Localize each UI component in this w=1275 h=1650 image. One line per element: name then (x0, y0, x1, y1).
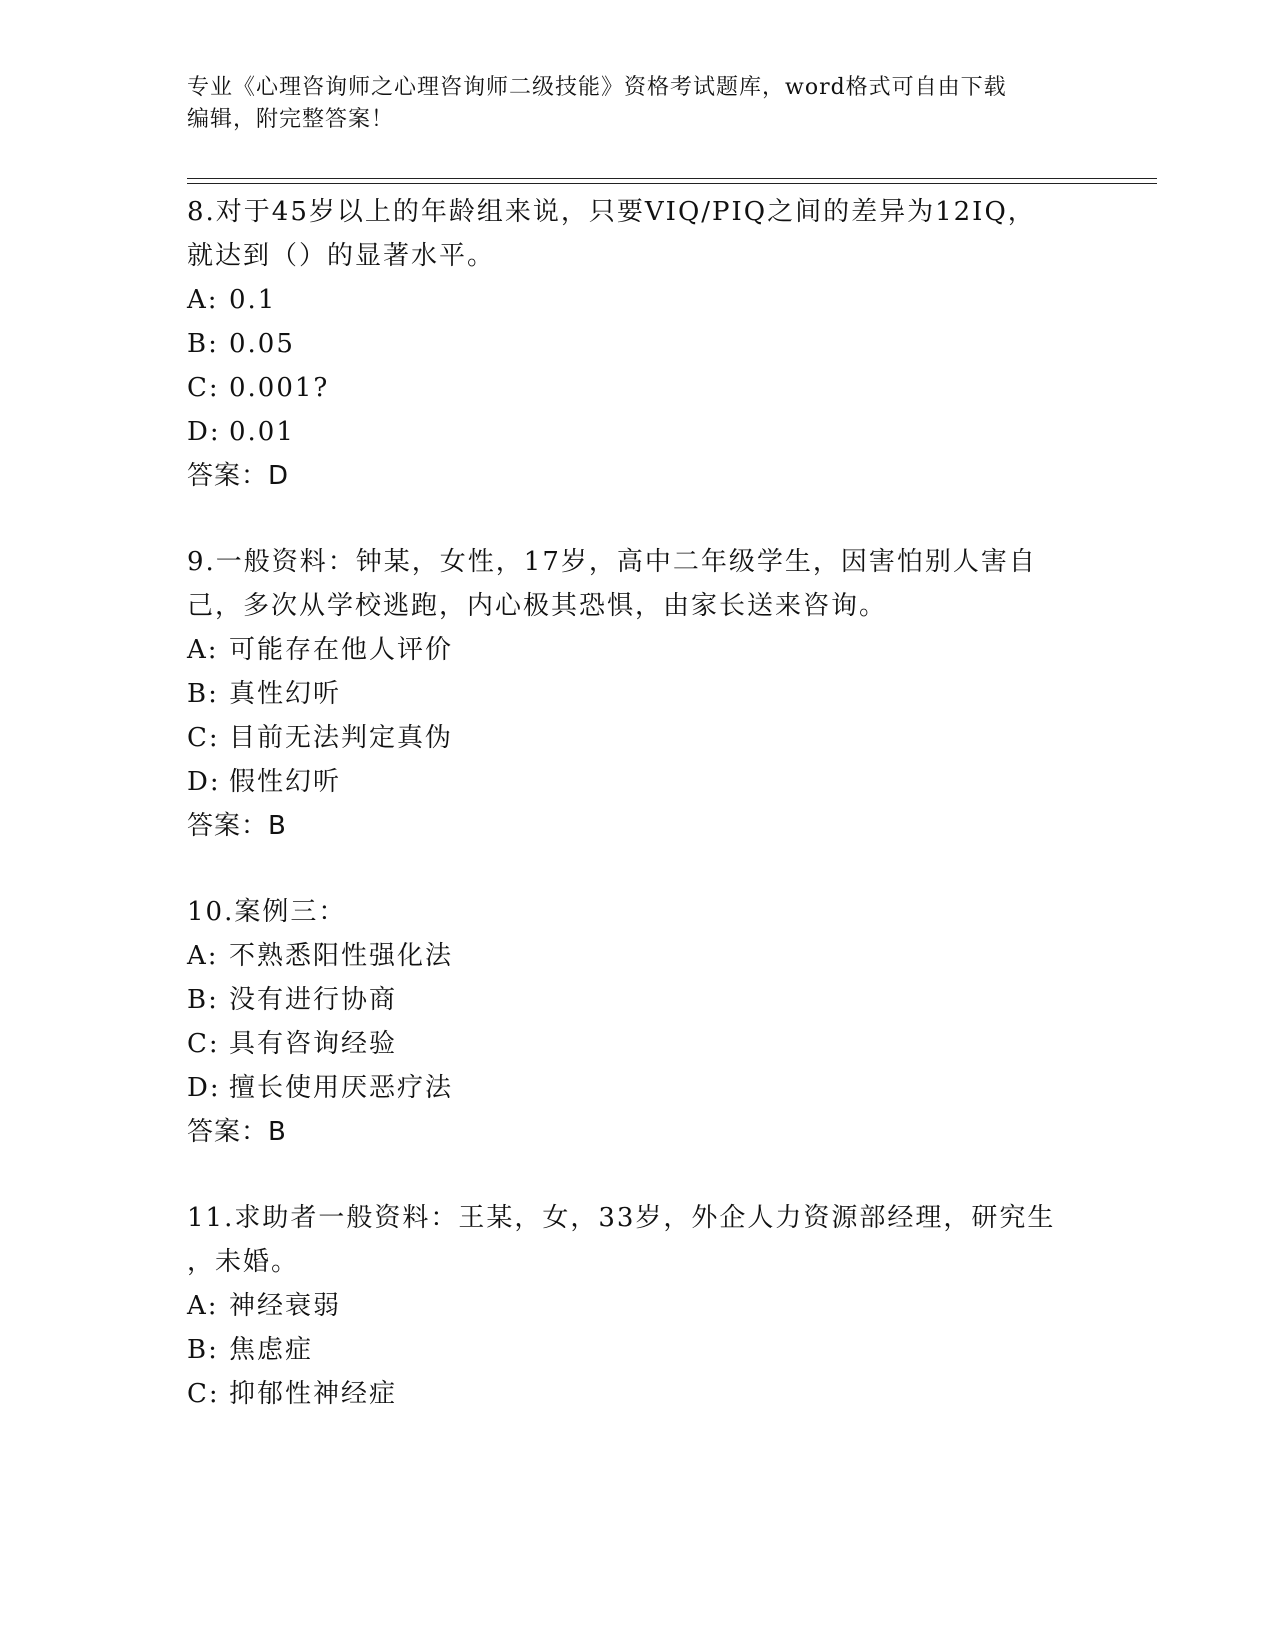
option-text: 没有进行协商 (229, 985, 398, 1015)
question-8-option-a (187, 278, 276, 323)
option-letter: C: (187, 723, 220, 753)
option-letter: B: (187, 329, 219, 359)
question-8-text-line-1: 8.对于45岁以上的年龄组来说，只要VIQ/PIQ之间的差异为12IQ， (187, 197, 1036, 227)
option-letter: A: (187, 635, 219, 665)
option-letter: B: (187, 985, 219, 1015)
question-9-option-d (187, 760, 341, 805)
question-10-option-c (187, 1022, 397, 1067)
question-10-answer: 答案：B (187, 1117, 287, 1147)
question-8-option-c (187, 366, 329, 411)
question-9-text-line-2: 己，多次从学校逃跑，内心极其恐惧，由家长送来咨询。 (187, 591, 888, 621)
option-text: 不熟悉阳性强化法 (229, 941, 454, 971)
question-9-text-line-1: 9.一般资料：钟某，女性，17岁，高中二年级学生，因害怕别人害自 (187, 547, 1037, 577)
question-10-option-a (187, 934, 453, 979)
question-11-option-c (187, 1372, 397, 1417)
option-text: 0.01 (229, 417, 295, 447)
header-divider-bottom (187, 183, 1157, 184)
option-letter: A: (187, 941, 219, 971)
question-10-option-d (187, 1066, 453, 1111)
question-10-text-line-1: 10.案例三： (187, 897, 347, 927)
option-letter: B: (187, 1335, 219, 1365)
question-8-option-d (187, 410, 295, 455)
option-letter: A: (187, 285, 219, 315)
option-letter: C: (187, 373, 220, 403)
header-line-2: 编辑，附完整答案！ (187, 107, 395, 132)
question-8-text-line-2: 就达到（）的显著水平。 (187, 241, 496, 271)
option-text: 0.05 (229, 329, 295, 359)
option-text: 假性幻听 (229, 767, 342, 797)
question-11-option-a (187, 1284, 341, 1329)
question-8-option-b (187, 322, 295, 367)
option-letter: B: (187, 679, 219, 709)
option-text: 0.1 (229, 285, 277, 315)
option-text: 擅长使用厌恶疗法 (229, 1073, 454, 1103)
option-text: 真性幻听 (229, 679, 342, 709)
question-9-option-c (187, 716, 453, 761)
question-9-option-a (187, 628, 453, 673)
question-11-option-b (187, 1328, 313, 1373)
option-letter: A: (187, 1291, 219, 1321)
option-letter: D: (187, 767, 221, 797)
option-letter: D: (187, 417, 221, 447)
question-9-answer: 答案：B (187, 811, 287, 841)
option-text: 具有咨询经验 (229, 1029, 398, 1059)
header-line-1: 专业《心理咨询师之心理咨询师二级技能》资格考试题库，word格式可自由下载 (187, 75, 1007, 100)
option-text: 焦虑症 (229, 1335, 314, 1365)
document-header (187, 72, 1087, 136)
header-divider-top (187, 178, 1157, 179)
option-text: 可能存在他人评价 (229, 635, 454, 665)
option-text: 抑郁性神经症 (229, 1379, 398, 1409)
question-9-option-b (187, 672, 341, 717)
question-10-option-b (187, 978, 397, 1023)
option-text: 目前无法判定真伪 (229, 723, 454, 753)
option-letter: D: (187, 1073, 221, 1103)
question-11-text-line-1: 11.求助者一般资料：王某，女，33岁，外企人力资源部经理，研究生 (187, 1203, 1056, 1233)
option-letter: C: (187, 1379, 220, 1409)
option-text: 0.001? (229, 373, 330, 403)
option-letter: C: (187, 1029, 220, 1059)
question-11-text-line-2: ，未婚。 (187, 1247, 300, 1277)
option-text: 神经衰弱 (229, 1291, 342, 1321)
question-8-answer: 答案：D (187, 461, 290, 491)
